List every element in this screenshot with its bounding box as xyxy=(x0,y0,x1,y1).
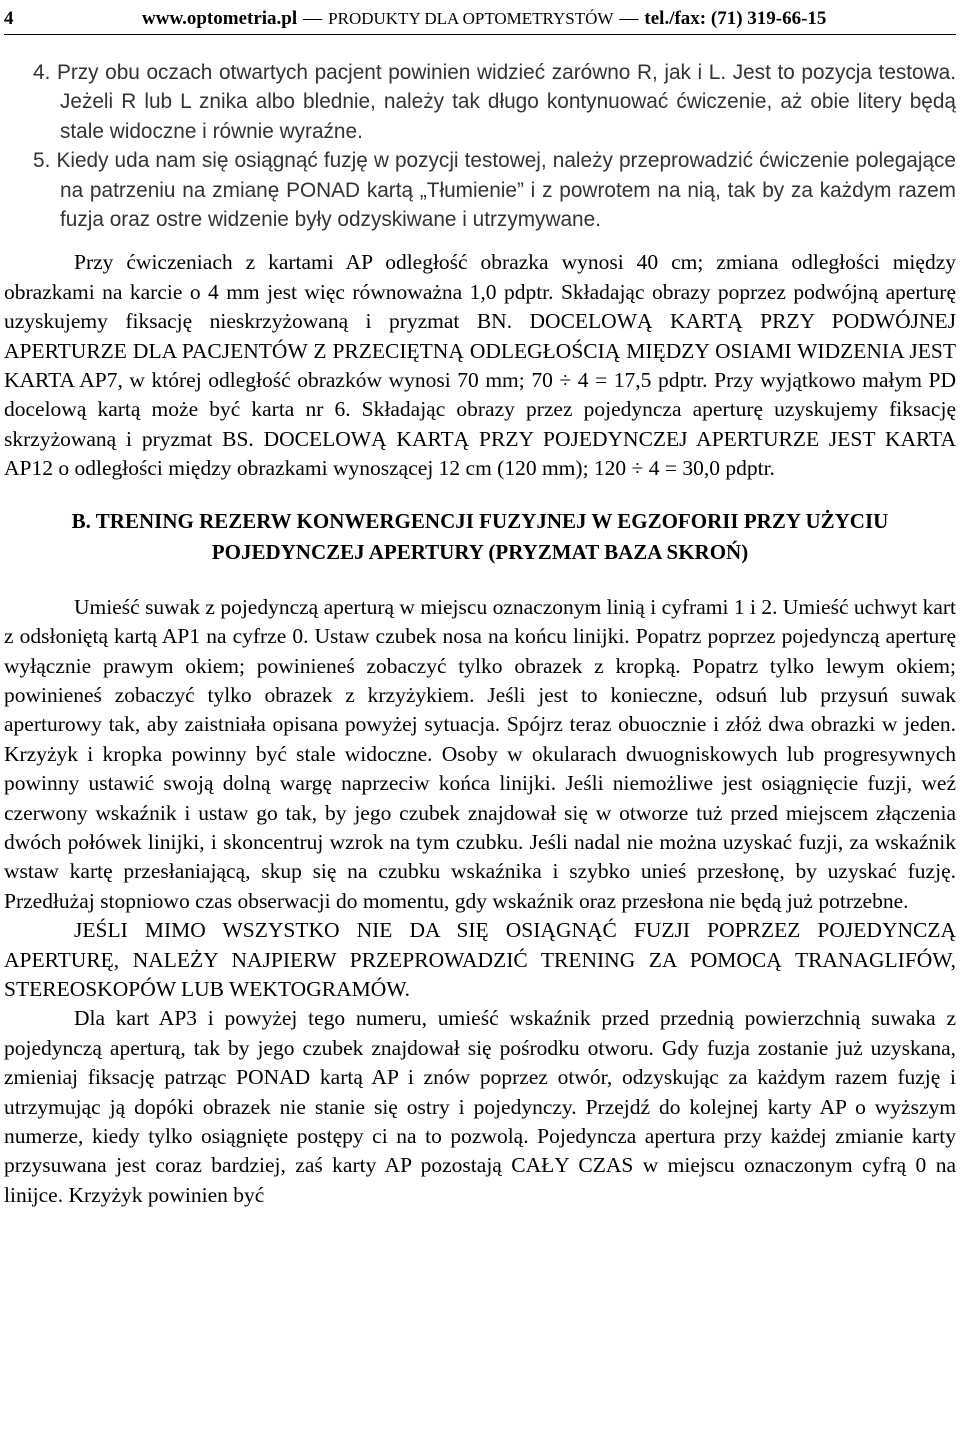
list-item-number: 5. xyxy=(33,149,51,173)
section-heading xyxy=(4,506,956,568)
page-header xyxy=(4,6,956,35)
paragraph-ap3: Dla kart AP3 i powyżej tego numeru, umieść wskaźnik przed przednią powierzchnią suwaka z pojedynczą aperturą, tak by jego czubek znajdował się pośrodku otworu. Gdy fuzja zostanie już uzyskana, zmieniaj fiksację patrząc PONAD kartą AP i znów poprzez otwór, odzyskując za każdym razem fuzję i utrzymując ją dopóki obrazek nie stanie się ostry i pojedynczy. Przejdź do kolejnej karty AP o wyższym numerze, kiedy tylko osiągnięte postępy ci na to pozwolą. Pojedyncza apertura przy każdej zmianie karty przysuwana jest coraz bardziej, zaś karty AP pozostają CAŁY CZAS w miejscu oznaczonym cyfrą 0 na linijce. Krzyżyk powinien być xyxy=(4,1006,956,1207)
paragraph-ap-cards: Przy ćwiczeniach z kartami AP odległość obrazka wynosi 40 cm; zmiana odległości między obrazkami na karcie o 4 mm jest więc równoważna 1,0 pdptr. Składając obrazy poprzez podwójną aperturę uzyskujemy fiksację nieskrzyżowaną i pryzmat BN. DOCELOWĄ KARTĄ PRZY PODWÓJNEJ APERTURZE DLA PACJENTÓW Z PRZECIĘTNĄ ODLEGŁOŚCIĄ MIĘDZY OSIAMI WIDZENIA JEST KARTA AP7, w której odległość obrazków wynosi 70 mm; 70 ÷ 4 = 17,5 pdptr. Przy wyjątkowo małym PD docelową kartą może być karta nr 6. Składając obrazy przez pojedyncza aperturę uzyskujemy fiksację skrzyżowaną i pryzmat BS. DOCELOWĄ KARTĄ PRZY POJEDYNCZEJ APERTURZE JEST KARTA AP12 o odległości między obrazkami wynoszącej 12 cm (120 mm); 120 ÷ 4 = 30,0 pdptr. xyxy=(4,250,956,481)
list-item-5 xyxy=(4,146,956,234)
list-item-text: Kiedy uda nam się osiągnąć fuzję w pozycji testowej, należy przeprowadzić ćwiczenie polegające na patrzeniu na zmianę PONAD kartą „Tłumienie” i z powrotem na nią, tak by za każdym razem fuzja oraz ostre widzenie były odzyskiwane i utrzymywane. xyxy=(56,149,956,232)
list-item-number: 4. xyxy=(33,61,51,84)
header-dash: — xyxy=(619,8,639,29)
section-heading-line2: POJEDYNCZEJ APERTURY (PRYZMAT BAZA SKROŃ) xyxy=(211,539,749,564)
header-website: www.optometria.pl xyxy=(142,8,298,29)
header-center xyxy=(142,6,826,32)
paragraph-instructions: Umieść suwak z pojedynczą aperturą w miejscu oznaczonym linią i cyframi 1 i 2. Umieść uchwyt kart z odsłoniętą kartą AP1 na cyfrze 0. Ustaw czubek nosa na końcu linijki. Popatrz poprzez pojedynczą aperturę wyłącznie prawym okiem; powinieneś zobaczyć tylko obrazek z kropką. Popatrz tylko lewym okiem; powinieneś zobaczyć tylko obrazek z krzyżykiem. Jeśli jest to konieczne, odsuń lub przysuń suwak aperturowy tak, aby zaistniała opisana powyżej sytuacja. Spójrz teraz obuocznie i złóż dwa obrazki w jeden. Krzyżyk i kropka powinny być stale widoczne. Osoby w okularach dwuogniskowych lub progresywnych powinny ustawić swoją dolną wargę naprzeciw końca linijki. Jeśli niemożliwe jest osiągnięcie fuzji, weź czerwony wskaźnik i ustaw go tak, by jego czubek znajdował się w otworze tuż przed miejscem złączenia dwóch połówek linijki, i skoncentruj wzrok na tym czubku. Jeśli nadal nie można uzyskać fuzji, za wskaźnik wstaw kartę przesłaniającą, skup się na czubku wskaźnika i szybko unieś przesłonę, by uzyskać fuzję. Przedłużaj stopniowo czas obserwacji do momentu, gdy wskaźnik oraz przesłona nie będą już potrzebne. xyxy=(4,594,956,913)
section-heading-line1: B. TRENING REZERW KONWERGENCJI FUZYJNEJ W EGZOFORII PRZY UŻYCIU xyxy=(71,508,889,533)
header-phone: tel./fax: (71) 319-66-15 xyxy=(644,8,827,29)
paragraph-warning: JEŚLI MIMO WSZYSTKO NIE DA SIĘ OSIĄGNĄĆ FUZJI POPRZEZ POJEDYNCZĄ APERTURĘ, NALEŻY NAJPIERW PRZEPROWADZIĆ TRENING ZA POMOCĄ TRANAGLIFÓW, STEREOSKOPÓW LUB WEKTOGRAMÓW. xyxy=(4,918,956,1001)
document-body xyxy=(4,58,956,1210)
page-number: 4 xyxy=(4,8,14,29)
list-item-text: Przy obu oczach otwartych pacjent powinien widzieć zarówno R, jak i L. Jest to pozycja testowa. Jeżeli R lub L znika albo blednie, należy tak długo kontynuować ćwiczenie, aż obie litery będą stale widoczne i równie wyraźne. xyxy=(56,61,956,143)
header-dash: — xyxy=(303,8,323,29)
list-item-4 xyxy=(4,58,956,146)
header-products: PRODUKTY DLA OPTOMETRYSTÓW xyxy=(328,9,614,28)
